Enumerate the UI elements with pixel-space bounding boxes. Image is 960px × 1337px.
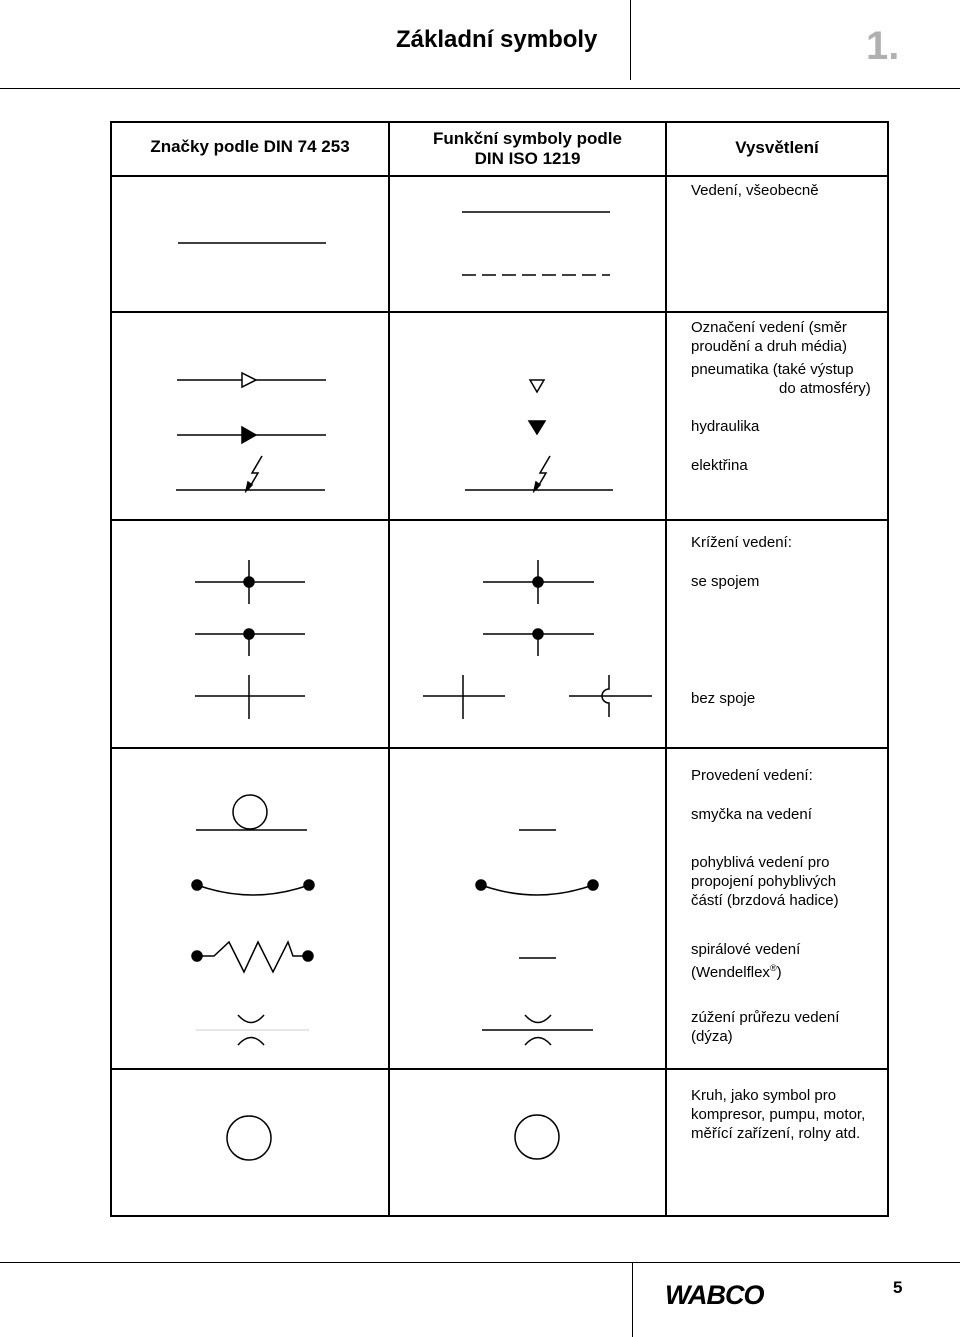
row4-line5: částí (brzdová hadice) — [691, 892, 839, 909]
row3-line3: bez spoje — [691, 690, 756, 707]
footer-rule — [0, 1262, 960, 1263]
chapter-number: 1. — [866, 24, 900, 68]
pneumatic-iso-triangle-symbol — [530, 380, 544, 392]
row4-line7-a: (Wendelflex — [691, 964, 770, 981]
row1-text: Vedení, všeobecně — [691, 182, 819, 199]
registered-mark: ® — [769, 963, 777, 973]
row4-line7 — [691, 959, 782, 982]
crossing-bridge-iso-symbol — [569, 675, 652, 717]
row2-line3: pneumatika (také výstup — [691, 361, 854, 378]
row2-line1: Označení vedení (směr — [691, 319, 847, 336]
column-header-iso-line2: DIN ISO 1219 — [474, 149, 581, 168]
row4-line7-b: ) — [776, 964, 782, 981]
row4-line6: spirálové vedení — [691, 941, 801, 958]
pneumatic-line-din-symbol — [177, 373, 326, 387]
wabco-logo — [665, 1282, 805, 1308]
electric-line-din-symbol — [176, 456, 325, 491]
hydraulic-line-din-symbol — [177, 427, 326, 443]
row4-line9: (dýza) — [691, 1028, 733, 1045]
hydraulic-iso-triangle-symbol — [529, 421, 545, 434]
column-header-iso — [389, 129, 666, 169]
crossing-joined-iso-symbol-1 — [483, 560, 594, 604]
row2-line6: elektřina — [691, 457, 748, 474]
circle-iso-symbol — [515, 1115, 559, 1159]
row4-line4: propojení pohyblivých — [691, 873, 837, 890]
throttle-iso-symbol — [482, 1015, 593, 1045]
row5-line3: měřící zařízení, rolny atd. — [691, 1125, 861, 1142]
wabco-logo-text: WABCO — [665, 1282, 764, 1308]
row3-line2: se spojem — [691, 573, 760, 590]
table-grid — [111, 122, 888, 1216]
page-title: Základní symboly — [396, 26, 598, 53]
row2-line5: hydraulika — [691, 418, 760, 435]
spiral-line-din-symbol — [192, 942, 313, 972]
row4-line8: zúžení průřezu vedení — [691, 1009, 840, 1026]
circle-din-symbol — [227, 1116, 271, 1160]
column-header-din: Značky podle DIN 74 253 — [150, 137, 350, 156]
crossing-joined-din-symbol-2 — [195, 629, 305, 656]
column-header-explanation: Vysvětlení — [735, 138, 819, 157]
row4-line1: Provedení vedení: — [691, 767, 813, 784]
row4-line2: smyčka na vedení — [691, 806, 812, 823]
page-number: 5 — [893, 1278, 903, 1297]
row4-line3: pohyblivá vedení pro — [691, 854, 830, 871]
footer-divider — [632, 1262, 633, 1337]
row3-line1: Krížení vedení: — [691, 534, 792, 551]
flexible-line-iso-symbol — [476, 880, 598, 895]
row2-line2: proudění a druh média) — [691, 338, 847, 355]
crossing-unjoined-din-symbol — [195, 675, 305, 719]
row2-line4: do atmosféry) — [779, 380, 871, 397]
crossing-joined-din-symbol-1 — [195, 560, 305, 604]
throttle-din-symbol — [196, 1015, 309, 1045]
row5-line1: Kruh, jako symbol pro — [691, 1087, 837, 1104]
flexible-line-din-symbol — [192, 880, 314, 895]
electric-line-iso-symbol — [465, 456, 613, 491]
loop-line-din-symbol — [196, 795, 307, 830]
column-header-iso-line1: Funkční symboly podle — [433, 129, 622, 148]
crossing-unjoined-iso-symbol — [423, 675, 505, 719]
crossing-joined-iso-symbol-2 — [483, 629, 594, 656]
row5-line2: kompresor, pumpu, motor, — [691, 1106, 866, 1123]
